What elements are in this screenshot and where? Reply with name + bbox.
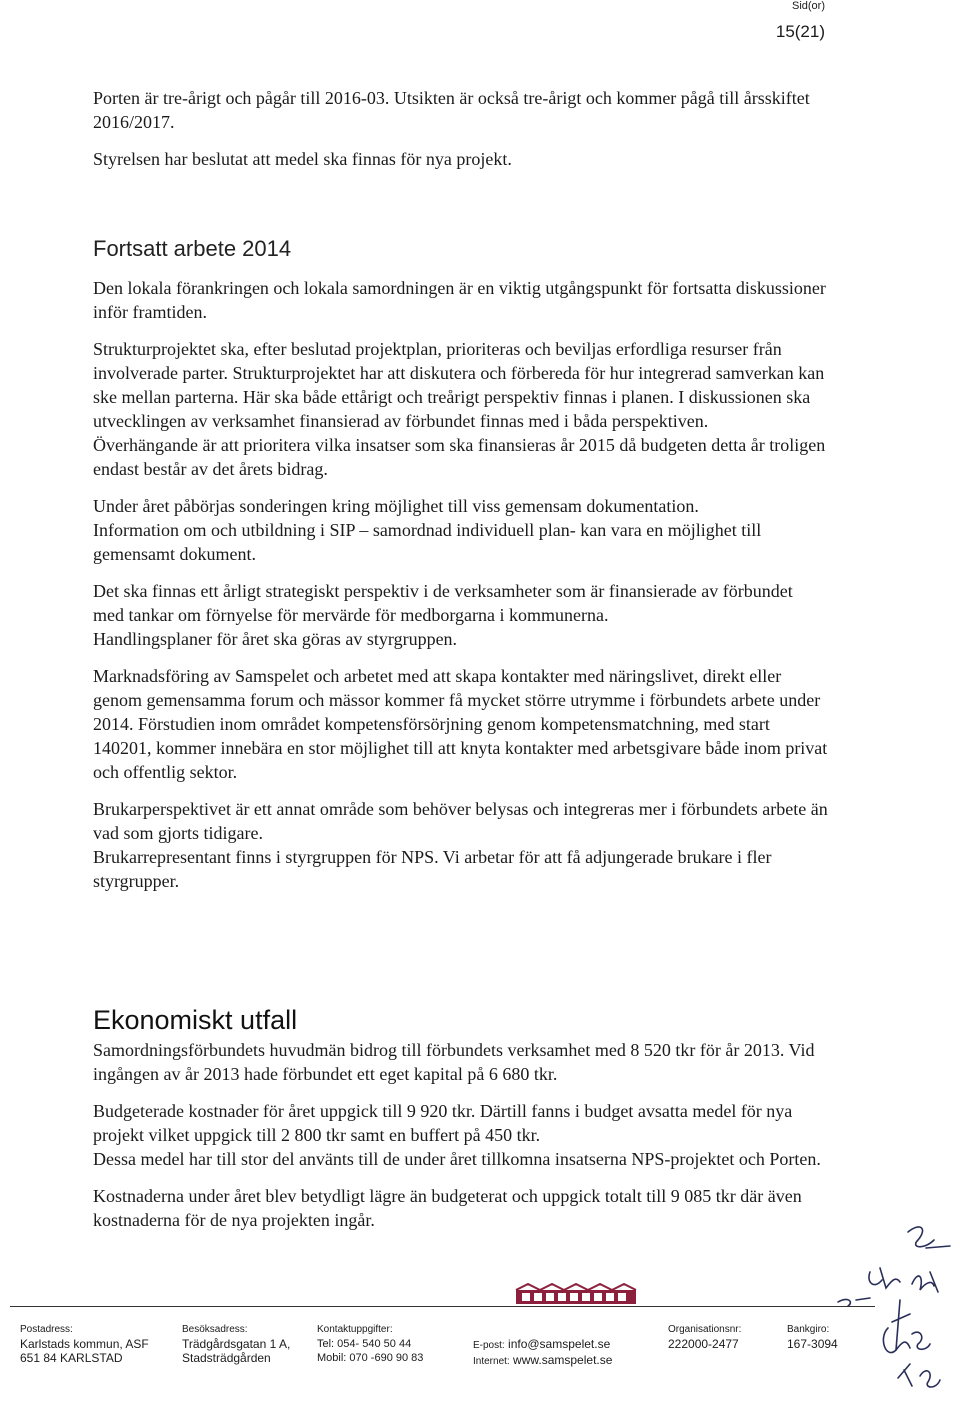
paragraph: Dessa medel har till stor del använts till de under året tillkomna insatserna NPS-projektet och Porten. [93,1149,821,1169]
footer-visiting-address [182,1323,290,1365]
footer-label: Bankgiro: [787,1324,830,1335]
footer-label: Besöksadress: [182,1324,248,1335]
footer-postal-address [20,1323,149,1365]
paragraph: Överhängande är att prioritera vilka insatser som ska finansieras år 2015 då budgeten detta år troligen endast består av det årets bidrag. [93,435,826,479]
footer-value: 651 84 KARLSTAD [20,1351,123,1365]
paragraph: Strukturprojektet ska, efter beslutad projektplan, prioriteras och beviljas erfordliga resurser från involverade parter. Strukturprojektet har att diskutera och förbereda för hur integrerad samverkan kan ske mellan parterna. Här ska både ettårigt och treårigt perspektiv finnas i planen. I diskussionen ska utvecklingen av verksamhet finansierad av förbundet finnas med i båda perspektiven. [93,339,825,431]
paragraph: Budgeterade kostnader för året uppgick till 9 920 tkr. Därtill fanns i budget avsatta medel för nya projekt vilket uppgick till 2 800 tkr samt en buffert på 450 tkr. [93,1101,793,1145]
paragraph: Styrelsen har beslutat att medel ska finnas för nya projekt. [93,149,512,169]
samspelet-logo [510,1282,640,1306]
footer-label: E-post: [473,1340,505,1351]
footer-website-link[interactable]: www.samspelet.se [513,1353,613,1367]
footer-label: Internet: [473,1356,510,1367]
section-heading: Fortsatt arbete 2014 [93,236,292,261]
footer-value: Stadsträdgården [182,1351,271,1365]
footer-org-number [668,1323,741,1351]
footer-contact [317,1323,423,1365]
paragraph: Brukarperspektivet är ett annat område som behöver belysas och integreras mer i förbundets arbete än vad som gjorts tidigare. [93,799,828,843]
footer-mobile: Mobil: 070 -690 90 83 [317,1352,424,1364]
paragraph: Det ska finnas ett årligt strategiskt perspektiv i de verksamheter som är finansierade av förbundet med tankar om förnyelse för mervärde för medborgarna i kommunerna. [93,581,793,625]
footer-value: Karlstads kommun, ASF [20,1337,149,1351]
footer-email-link[interactable]: info@samspelet.se [508,1337,611,1351]
footer-divider [10,1306,875,1307]
footer-label: Kontaktuppgifter: [317,1324,393,1335]
footer-label: Postadress: [20,1324,73,1335]
paragraph: Den lokala förankringen och lokala samordningen är en viktig utgångspunkt för fortsatta diskussioner inför framtiden. [93,278,826,322]
footer-web [473,1337,612,1369]
paragraph: Marknadsföring av Samspelet och arbetet med att skapa kontakter med näringslivet, direkt eller genom gemensamma forum och mässor kommer få mycket större utrymme i förbundets arbete under 2014. Förstudien inom området kompetensförsörjning genom kompetensmatchning, med start 140201, kommer innebära en stor möjlighet till att knyta kontakter med arbetsgivare både inom privat och offentlig sektor. [93,666,828,782]
paragraph: Kostnaderna under året blev betydligt lägre än budgeterat och uppgick totalt till 9 085 tkr där även kostnaderna för de nya projekten ingår. [93,1186,802,1230]
paragraph: Porten är tre-årigt och pågår till 2016-03. Utsikten är också tre-årigt och kommer pågå till årsskiftet 2016/2017. [93,88,810,132]
section-heading: Ekonomiskt utfall [93,1005,298,1035]
footer-value: 222000-2477 [668,1337,739,1351]
paragraph: Handlingsplaner för året ska göras av styrgruppen. [93,629,458,649]
paragraph: Information om och utbildning i SIP – samordnad individuell plan- kan vara en möjlighet till gemensamt dokument. [93,520,762,564]
paragraph: Samordningsförbundets huvudmän bidrog till förbundets verksamhet med 8 520 tkr för år 2013. Vid ingången av år 2013 hade förbundet ett eget kapital på 6 680 tkr. [93,1040,815,1084]
handwritten-initials [800,1210,960,1400]
paragraph: Under året påbörjas sonderingen kring möjlighet till viss gemensam dokumentation. [93,496,699,516]
footer-value: 167-3094 [787,1337,838,1351]
document-body [93,86,828,1232]
page-number: 15(21) [775,22,825,41]
footer-phone: Tel: 054- 540 50 44 [317,1338,412,1350]
footer-value: Trädgårdsgatan 1 A, [182,1337,291,1351]
footer-label: Organisationsnr: [668,1324,742,1335]
page-label: Sid(or) [791,0,825,12]
paragraph: Brukarrepresentant finns i styrgruppen för NPS. Vi arbetar för att få adjungerade brukare i fler styrgrupper. [93,847,772,891]
